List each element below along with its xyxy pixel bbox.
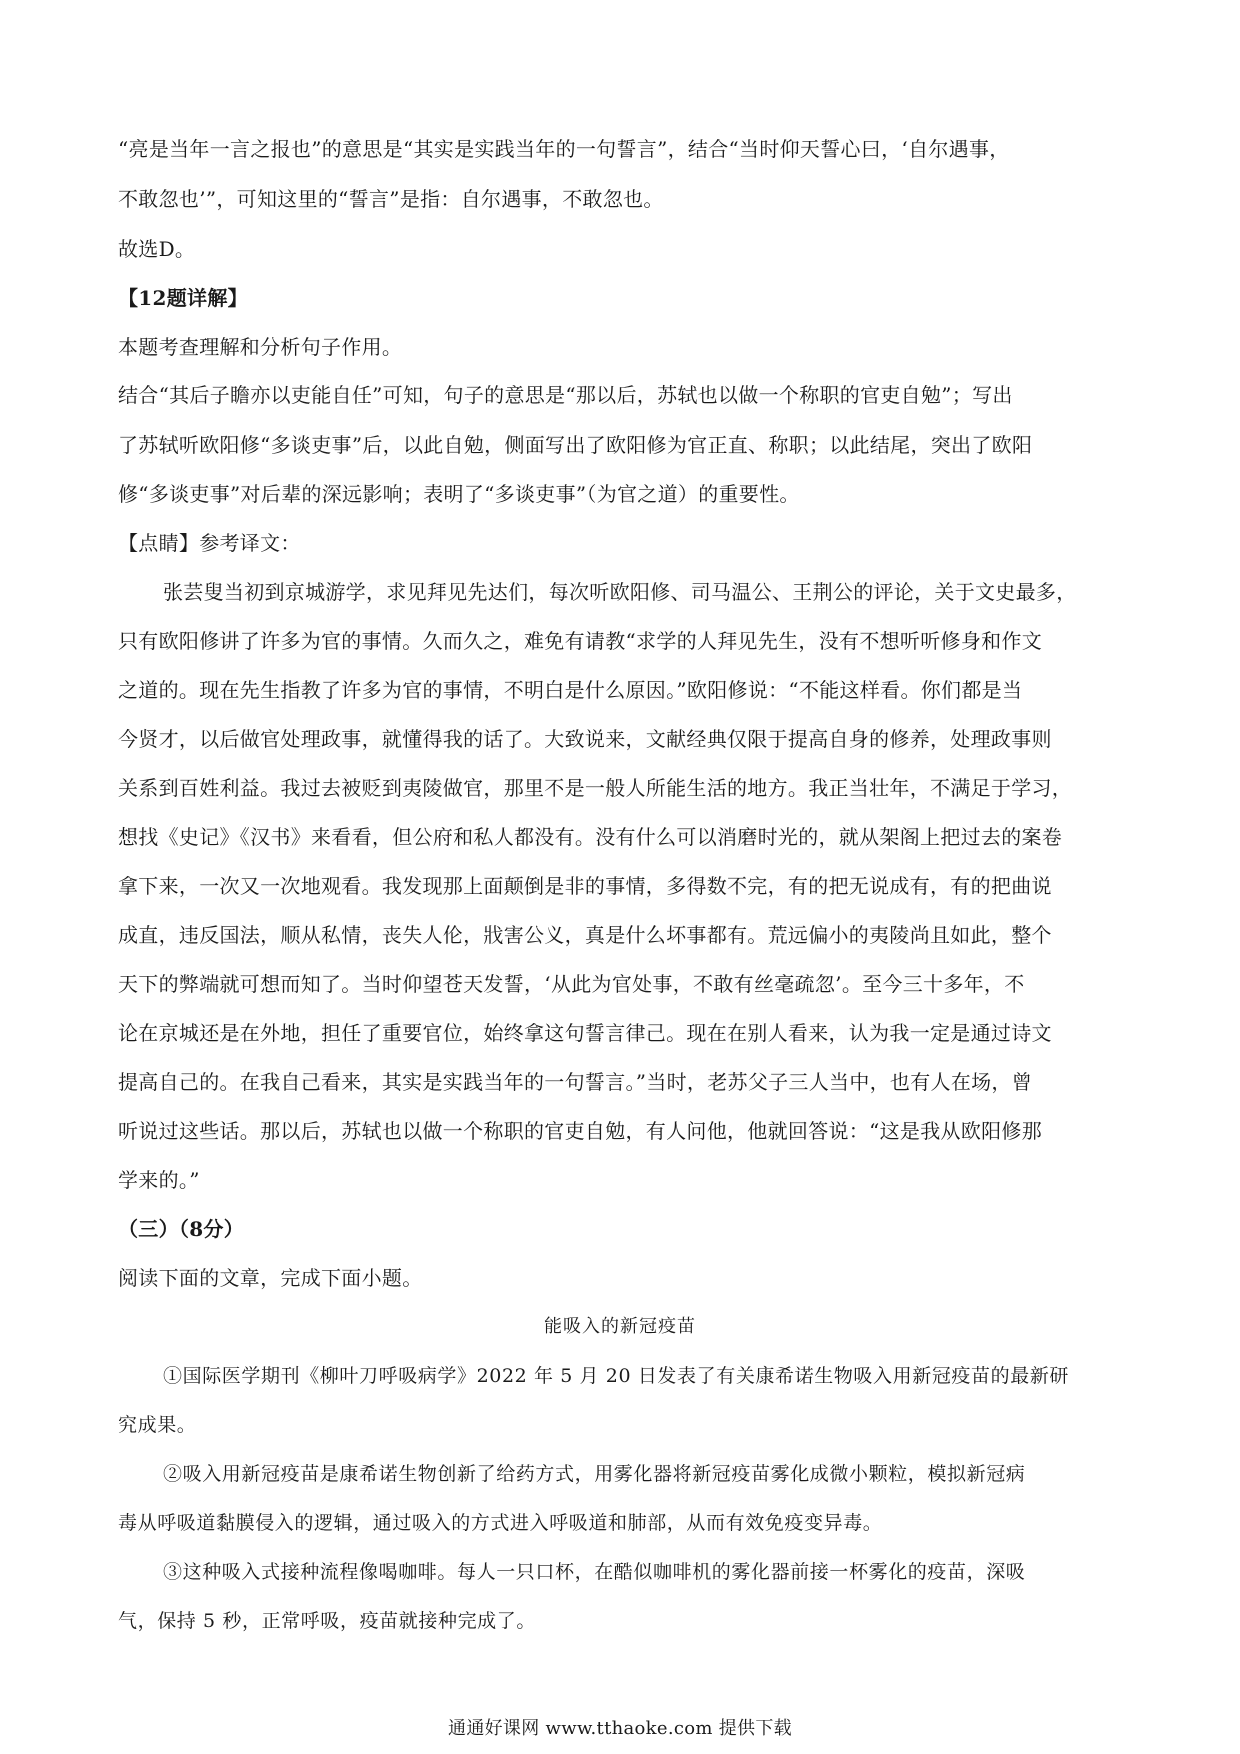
text-line: 结合“其后子瞻亦以吏能自任”可知，句子的意思是“那以后，苏轼也以做一个称职的官吏自勉”；写出 — [118, 383, 1013, 407]
article-line: 毒从呼吸道黏膜侵入的逻辑，通过吸入的方式进入呼吸道和肺部，从而有效免疫变异毒。 — [118, 1512, 883, 1534]
translation-line: 拿下来，一次又一次地观看。我发现那上面颠倒是非的事情，多得数不完，有的把无说成有，有的把曲说 — [118, 874, 1052, 898]
article-line: ②吸入用新冠疫苗是康希诺生物创新了给药方式，用雾化器将新冠疫苗雾化成微小颗粒，模拟新冠病 — [163, 1463, 1026, 1485]
text-line: 了苏轼听欧阳修“多谈吏事”后，以此自勉，侧面写出了欧阳修为官正直、称职；以此结尾，突出了欧阳 — [118, 433, 1033, 457]
text-line: 本题考查理解和分析句子作用。 — [118, 335, 403, 359]
page-footer: 通通好课网 www.tthaoke.com 提供下载 — [448, 1718, 792, 1739]
article-line: 究成果。 — [118, 1414, 197, 1436]
text-line: “亮是当年一言之报也”的意思是“其实是实践当年的一句誓言”，结合“当时仰天誓心曰，‘自尔遇事， — [118, 137, 1010, 161]
translation-line: 听说过这些话。那以后，苏轼也以做一个称职的官吏自勉，有人问他，他就回答说：“这是我从欧阳修那 — [118, 1119, 1043, 1143]
section-heading: （三）（8分） — [118, 1217, 245, 1241]
translation-line: 学来的。” — [118, 1168, 200, 1192]
translation-line: 只有欧阳修讲了许多为官的事情。久而久之，难免有请教“求学的人拜见先生，没有不想听听修身和作文 — [118, 629, 1043, 653]
translation-line: 天下的弊端就可想而知了。当时仰望苍天发誓，‘从此为官处事，不敢有丝毫疏忽’。至今三十多年，不 — [118, 972, 1025, 996]
translation-line: 今贤才，以后做官处理政事，就懂得我的话了。大致说来，文献经典仅限于提高自身的修养，处理政事则 — [118, 727, 1052, 751]
article-line: 气，保持 5 秒，正常呼吸，疫苗就接种完成了。 — [118, 1610, 536, 1632]
text-line: 修“多谈吏事”对后辈的深远影响；表明了“多谈吏事”（为官之道）的重要性。 — [118, 482, 800, 506]
article-line: ③这种吸入式接种流程像喝咖啡。每人一只口杯，在酷似咖啡机的雾化器前接一杯雾化的疫苗，深吸 — [163, 1561, 1026, 1583]
translation-line: 张芸叟当初到京城游学，求见拜见先达们，每次听欧阳修、司马温公、王荆公的评论，关于文史最多， — [163, 580, 1077, 604]
translation-line: 关系到百姓利益。我过去被贬到夷陵做官，那里不是一般人所能生活的地方。我正当壮年，不满足于学习， — [118, 776, 1073, 800]
section-heading: 【点睛】参考译文： — [118, 531, 301, 555]
translation-line: 提高自己的。在我自己看来，其实是实践当年的一句誓言。”当时，老苏父子三人当中，也有人在场，曾 — [118, 1070, 1033, 1094]
section-heading: 【12题详解】 — [118, 286, 248, 310]
instruction-line: 阅读下面的文章，完成下面小题。 — [118, 1266, 423, 1290]
translation-line: 之道的。现在先生指教了许多为官的事情，不明白是什么原因。”欧阳修说：“不能这样看。你们都是当 — [118, 678, 1023, 702]
translation-line: 成直，违反国法，顺从私情，丧失人伦，戕害公义，真是什么坏事都有。荒远偏小的夷陵尚且如此，整个 — [118, 923, 1052, 947]
article-line: ①国际医学期刊《柳叶刀呼吸病学》2022 年 5 月 20 日发表了有关康希诺生物吸入用新冠疫苗的最新研 — [163, 1365, 1070, 1387]
translation-line: 想找《史记》《汉书》来看看，但公府和私人都没有。没有什么可以消磨时光的，就从架阁上把过去的案卷 — [118, 825, 1063, 849]
article-title: 能吸入的新冠疫苗 — [544, 1316, 696, 1337]
text-line: 故选D。 — [118, 237, 196, 261]
translation-line: 论在京城还是在外地，担任了重要官位，始终拿这句誓言律己。现在在别人看来，认为我一定是通过诗文 — [118, 1021, 1052, 1045]
text-line: 不敢忽也’”，可知这里的“誓言”是指：自尔遇事，不敢忽也。 — [118, 187, 664, 211]
